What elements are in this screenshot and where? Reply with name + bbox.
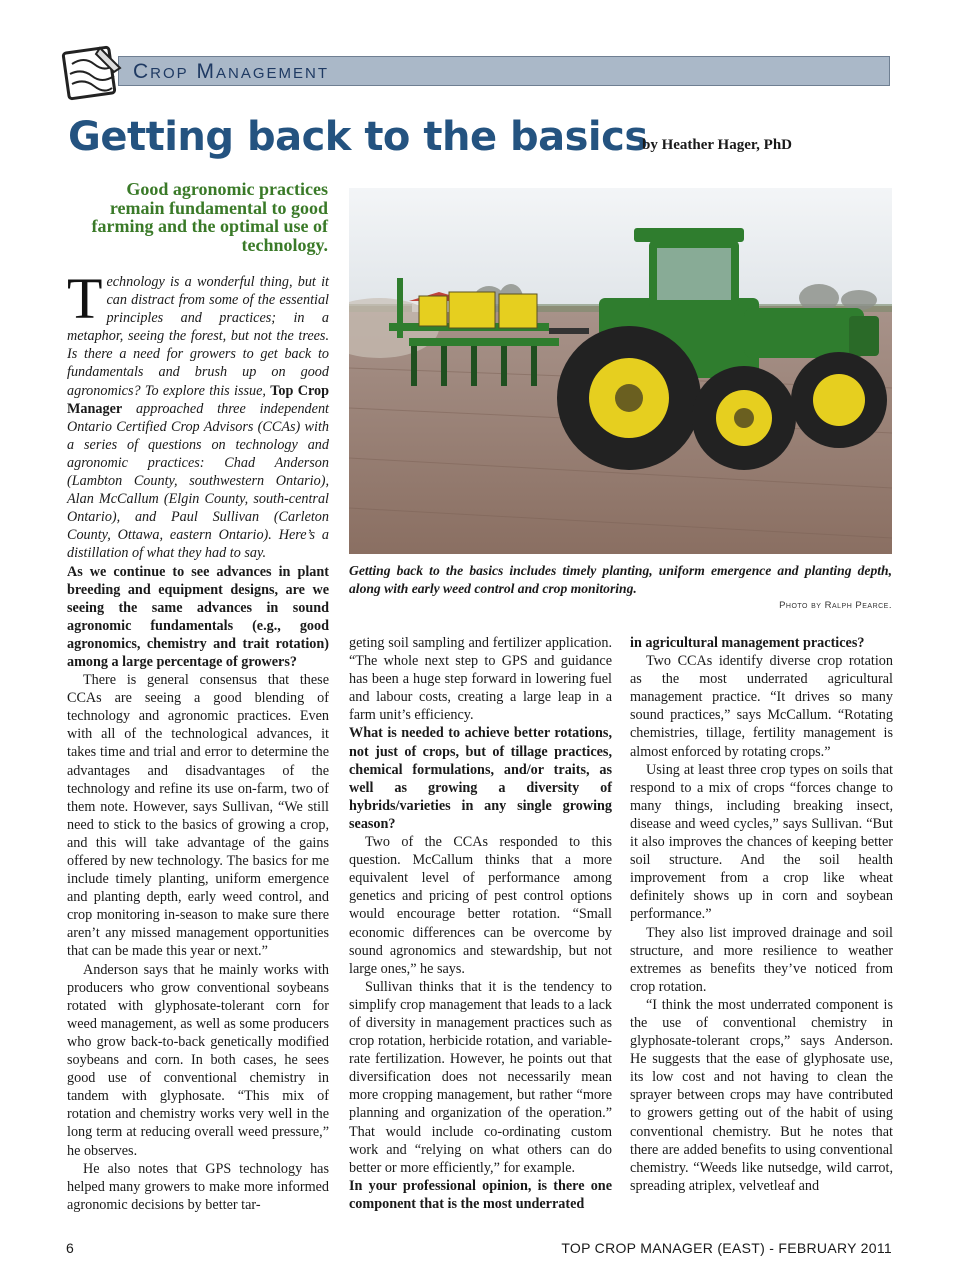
footer-issue: TOP CROP MANAGER (EAST) - FEBRUARY 2011 <box>561 1240 892 1256</box>
article-deck: Good agronomic practices remain fundamental to good farming and the optimal use of technology. <box>91 179 328 255</box>
article-headline: Getting back to the basics <box>68 114 648 160</box>
article-byline: by Heather Hager, PhD <box>642 137 792 153</box>
body-paragraph: There is general consensus that these CCAs are seeing a good blending of technology and agronomic practices. Even with all of the technological advances, it takes time and trial and error to determine the advantages and disadvantages of the technology and refine its use on-farm, two of them note. However, says Sullivan, “We still need to stick to the basics of growing a crop, and this will take advantage of the gains offered by new technology. The basics for me include timely planting, uniform emergence and planting depth, early weed control, and crop monitoring in-season to make sure there aren’t any missed management opportunities that can be made this year or next.” <box>67 672 329 960</box>
body-paragraph: Using at least three crop types on soils that respond to a mix of crops “forces change to many things, including breaking insect, disease and weed cycles,” says Sullivan. “But it also improves the chances of keeping better soil structure. And the soil health improvement from a crop like wheat definitely shows up in corn and soybean performance.” <box>630 761 893 923</box>
text-column-1 <box>67 266 329 1214</box>
body-paragraph: Sullivan thinks that it is the tendency to simplify crop management that leads to a lack of diversity in management practices such as crop rotation, herbicide rotation, and variable-rate fertilization. However, he points out that diversification does not necessarily mean more cropping management, but rather “more planning and organization of the operation.” That would include co-ordinating custom work and “relying on what others can do better or more efficiently,” for example. <box>349 978 612 1176</box>
photo-caption: Getting back to the basics includes timely planting, uniform emergence and planting depth, along with early weed control and crop monitoring. <box>349 563 892 596</box>
drop-cap: T <box>67 266 103 331</box>
body-paragraph: Two CCAs identify diverse crop rotation as the most underrated agricultural management practice. “It drives so many sound practices,” says McCallum. “Rotating chemistries, tillage, fertility management is almost enforced by rotating crops.” <box>630 653 893 760</box>
question-1: As we continue to see advances in plant breeding and equipment designs, are we seeing the same advances in sound agronomic fundamentals (e.g., good agronomics, chemistry and trait rotation) among a large percentage of growers? <box>67 563 329 670</box>
question-3-continued: in agricultural management practices? <box>630 635 865 651</box>
body-paragraph: Two of the CCAs responded to this question. McCallum thinks that a more equivalent level of performance among genetics and pricing of pest control options would encourage better rotation. “Small economic differences can be overcome by sound agronomics and stewardship, but not large ones,” he says. <box>349 834 612 977</box>
intro-text-1: echnology is a wonderful thing, but it can distract from some of the essential principles and practices; in a metaphor, seeing the forest, but not the trees. Is there a need for growers to get back to fundamentals and brush up on good agronomics? To explore this issue, <box>67 274 329 399</box>
crop-management-logo-icon <box>60 42 124 104</box>
text-column-2 <box>349 634 612 1213</box>
question-3: In your professional opinion, is there one component that is the most underrated <box>349 1177 612 1212</box>
question-2: What is needed to achieve better rotations, not just of crops, but of tillage practices, chemical formulations, and/or traits, as well as growing a diversity of hybrids/varieties in any single growing season? <box>349 725 612 832</box>
intro-text-2: approached three independent Ontario Certified Crop Advisors (CCAs) with a series of questions on technology and agronomic practices: Chad Anderson (Lambton County, southwestern Ontario), Alan McCallum (Elgin County, south-central Ontario), and Paul Sullivan (Carleton County, Ottawa, eastern Ontario). Here’s a distillation of what they had to say. <box>67 400 329 562</box>
publication-name: Top Crop Manager <box>67 382 329 417</box>
body-paragraph-continued: geting soil sampling and fertilizer application. “The whole next step to GPS and guidance has been a huge step forward in lowering fuel and labour costs, creating a large leap in a farm unit’s efficiency. <box>349 635 612 724</box>
text-column-3 <box>630 634 893 1195</box>
body-paragraph: He also notes that GPS technology has helped many growers to make more informed agronomic decisions by better tar- <box>67 1160 329 1213</box>
photo-credit: Photo by Ralph Pearce. <box>779 600 892 611</box>
body-paragraph: “I think the most underrated component is the use of conventional chemistry in glyphosate-tolerant crops,” says Anderson. He suggests that the ease of glyphosate use, its low cost and not having to clean the sprayer between crops may have contributed to growers getting out of the habit of using conventional chemistry. But he notes that there are added benefits to using conventional chemistry. “Weeds like nutsedge, wild carrot, spreading atriplex, velvetleaf and <box>630 996 893 1194</box>
page-number: 6 <box>66 1240 74 1256</box>
intro-paragraph <box>67 266 329 563</box>
body-paragraph: Anderson says that he mainly works with producers who grow conventional soybeans rotated with glyphosate-tolerant corn for weed management, as well as some producers who grow back-to-back genetically modified soybeans and corn. In both cases, he sees good use of conventional chemistry in tandem with glyphosate. “This mix of rotation and chemistry works very well in the long term at reducing overall weed pressure,” he observes. <box>67 961 329 1159</box>
body-paragraph: They also list improved drainage and soil structure, and more resilience to weather extremes as benefits they’ve noticed from crop rotation. <box>630 924 893 995</box>
section-title: Crop Management <box>133 60 330 83</box>
tractor-planter-photo <box>349 188 892 554</box>
